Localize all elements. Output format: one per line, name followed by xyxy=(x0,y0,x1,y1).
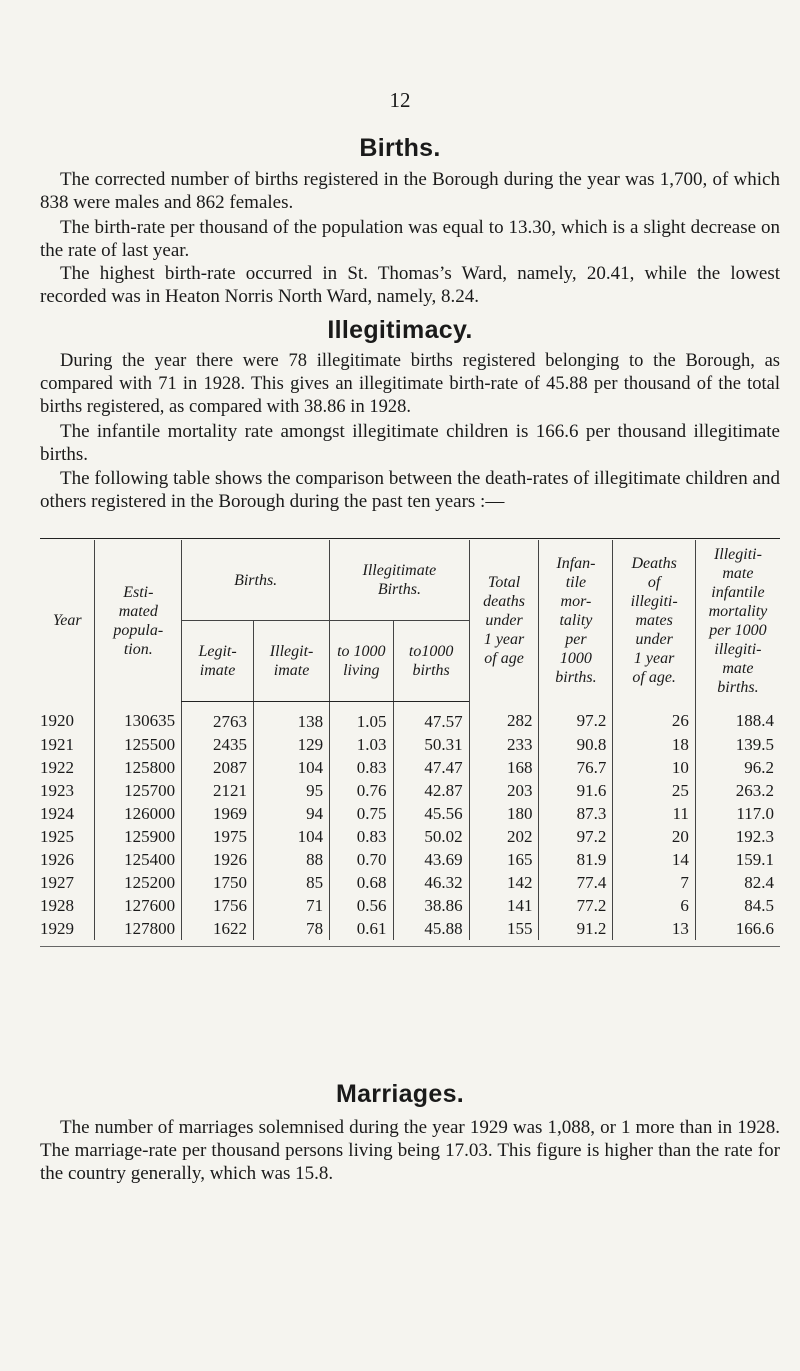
cell-year: 1927 xyxy=(40,872,74,892)
cell-total-deaths: 282 xyxy=(469,702,539,734)
cell-total-deaths: 203 xyxy=(469,779,539,802)
cell-illegitimate-infantile-mortality: 117.0 xyxy=(695,802,780,825)
cell-illegitimate: 71 xyxy=(254,894,330,917)
illegitimacy-paragraph: The following table shows the comparison between the death-rates of illegitimate children and others registered in the Borough during the past ten years :— xyxy=(40,468,780,512)
header-total-deaths: Total deaths under 1 year of age xyxy=(469,540,539,702)
header-illegitimate-deaths: Deaths of illegiti- mates under 1 year of age. xyxy=(613,540,695,702)
cell-rate-living: 0.76 xyxy=(330,779,393,802)
cell-population: 125500 xyxy=(95,733,182,756)
cell-population: 130635 xyxy=(95,702,182,734)
cell-legitimate: 2763 xyxy=(182,702,254,734)
cell-rate-living: 0.83 xyxy=(330,756,393,779)
cell-infantile-mortality: 97.2 xyxy=(539,702,613,734)
table-row xyxy=(40,756,780,779)
cell-illegitimate-infantile-mortality: 139.5 xyxy=(695,733,780,756)
table-row xyxy=(40,702,780,734)
cell-rate-births: 50.31 xyxy=(393,733,469,756)
cell-illegitimate: 104 xyxy=(254,756,330,779)
cell-legitimate: 2087 xyxy=(182,756,254,779)
header-illegitimate-births: Illegitimate Births. xyxy=(330,540,470,621)
table-row xyxy=(40,894,780,917)
cell-year: 1926 xyxy=(40,849,74,869)
cell-illegitimate-infantile-mortality: 96.2 xyxy=(695,756,780,779)
cell-rate-births: 43.69 xyxy=(393,848,469,871)
cell-year: 1920 xyxy=(40,711,74,731)
cell-illegitimate-infantile-mortality: 84.5 xyxy=(695,894,780,917)
cell-legitimate: 1969 xyxy=(182,802,254,825)
marriages-paragraph: The number of marriages solemnised during the year 1929 was 1,088, or 1 more than in 1928. The marriage-rate per thousand persons living being 17.03. This figure is higher than the rate for the country generally, which was 15.8. xyxy=(40,1117,780,1184)
cell-legitimate: 1926 xyxy=(182,848,254,871)
cell-year: 1923 xyxy=(40,780,74,800)
cell-population: 125700 xyxy=(95,779,182,802)
cell-illegitimate-deaths: 26 xyxy=(613,702,695,734)
illegitimacy-paragraph: The infantile mortality rate amongst illegitimate children is 166.6 per thousand illegitimate births. xyxy=(40,421,780,465)
cell-legitimate: 2121 xyxy=(182,779,254,802)
cell-rate-births: 45.88 xyxy=(393,917,469,940)
births-paragraph: The highest birth-rate occurred in St. Thomas’s Ward, namely, 20.41, while the lowest recorded was in Heaton Norris North Ward, namely, 8.24. xyxy=(40,263,780,307)
cell-illegitimate-deaths: 20 xyxy=(613,825,695,848)
cell-illegitimate: 138 xyxy=(254,702,330,734)
cell-rate-births: 42.87 xyxy=(393,779,469,802)
cell-legitimate: 1975 xyxy=(182,825,254,848)
cell-rate-living: 0.68 xyxy=(330,871,393,894)
cell-total-deaths: 155 xyxy=(469,917,539,940)
illegitimacy-paragraph: During the year there were 78 illegitimate births registered belonging to the Borough, as compared with 71 in 1928. This gives an illegitimate birth-rate of 45.88 per thousand of the total births registered, as compared with 38.86 in 1928. xyxy=(40,351,780,417)
cell-legitimate: 1756 xyxy=(182,894,254,917)
cell-infantile-mortality: 77.4 xyxy=(539,871,613,894)
cell-population: 125800 xyxy=(95,756,182,779)
cell-rate-births: 47.47 xyxy=(393,756,469,779)
cell-infantile-mortality: 90.8 xyxy=(539,733,613,756)
cell-legitimate: 2435 xyxy=(182,733,254,756)
table-row xyxy=(40,848,780,871)
table-row xyxy=(40,733,780,756)
cell-rate-births: 50.02 xyxy=(393,825,469,848)
cell-illegitimate: 88 xyxy=(254,848,330,871)
cell-illegitimate-deaths: 14 xyxy=(613,848,695,871)
cell-population: 127800 xyxy=(95,917,182,940)
cell-rate-living: 0.56 xyxy=(330,894,393,917)
cell-legitimate: 1750 xyxy=(182,871,254,894)
cell-infantile-mortality: 81.9 xyxy=(539,848,613,871)
cell-rate-births: 47.57 xyxy=(393,702,469,734)
header-rate-births: to1000 births xyxy=(393,621,469,702)
cell-illegitimate-deaths: 11 xyxy=(613,802,695,825)
marriages-heading: Marriages. xyxy=(335,1080,465,1108)
cell-year: 1924 xyxy=(40,803,74,823)
cell-rate-living: 0.83 xyxy=(330,825,393,848)
cell-rate-living: 0.61 xyxy=(330,917,393,940)
cell-total-deaths: 141 xyxy=(469,894,539,917)
cell-rate-births: 38.86 xyxy=(393,894,469,917)
cell-rate-living: 1.03 xyxy=(330,733,393,756)
cell-illegitimate-infantile-mortality: 82.4 xyxy=(695,871,780,894)
cell-illegitimate-infantile-mortality: 159.1 xyxy=(695,848,780,871)
header-year: Year xyxy=(52,612,82,630)
cell-year: 1929 xyxy=(40,918,74,938)
cell-illegitimate: 78 xyxy=(254,917,330,940)
cell-population: 127600 xyxy=(95,894,182,917)
cell-illegitimate-deaths: 13 xyxy=(613,917,695,940)
cell-illegitimate: 129 xyxy=(254,733,330,756)
births-paragraph: The birth-rate per thousand of the population was equal to 13.30, which is a slight decrease on the rate of last year. xyxy=(40,217,780,261)
table-row xyxy=(40,871,780,894)
cell-year: 1928 xyxy=(40,895,74,915)
cell-illegitimate-deaths: 6 xyxy=(613,894,695,917)
page-number: 12 xyxy=(389,88,411,112)
cell-legitimate: 1622 xyxy=(182,917,254,940)
table-row xyxy=(40,779,780,802)
header-population: Esti- mated popula- tion. xyxy=(95,540,182,702)
cell-population: 125400 xyxy=(95,848,182,871)
illegitimacy-heading: Illegitimacy. xyxy=(327,316,473,344)
header-births: Births. xyxy=(182,540,330,621)
cell-illegitimate: 94 xyxy=(254,802,330,825)
table-top-rule xyxy=(40,538,780,539)
cell-year: 1922 xyxy=(40,757,74,777)
cell-population: 126000 xyxy=(95,802,182,825)
cell-population: 125200 xyxy=(95,871,182,894)
cell-illegitimate-deaths: 7 xyxy=(613,871,695,894)
cell-illegitimate-deaths: 25 xyxy=(613,779,695,802)
cell-illegitimate-infantile-mortality: 263.2 xyxy=(695,779,780,802)
cell-total-deaths: 180 xyxy=(469,802,539,825)
cell-illegitimate-deaths: 18 xyxy=(613,733,695,756)
table-bottom-rule xyxy=(40,946,780,947)
cell-infantile-mortality: 76.7 xyxy=(539,756,613,779)
cell-rate-living: 0.70 xyxy=(330,848,393,871)
cell-total-deaths: 202 xyxy=(469,825,539,848)
cell-infantile-mortality: 87.3 xyxy=(539,802,613,825)
cell-rate-living: 1.05 xyxy=(330,702,393,734)
illegitimacy-comparison-table xyxy=(40,540,780,940)
cell-total-deaths: 233 xyxy=(469,733,539,756)
cell-rate-births: 45.56 xyxy=(393,802,469,825)
births-heading: Births. xyxy=(359,134,441,162)
table-row xyxy=(40,825,780,848)
cell-total-deaths: 168 xyxy=(469,756,539,779)
cell-infantile-mortality: 97.2 xyxy=(539,825,613,848)
cell-year: 1925 xyxy=(40,826,74,846)
cell-infantile-mortality: 77.2 xyxy=(539,894,613,917)
cell-illegitimate: 85 xyxy=(254,871,330,894)
header-illegitimate-infantile-mortality: Illegiti- mate infantile mortality per 1000 illegiti- mate births. xyxy=(695,540,780,702)
births-paragraph: The corrected number of births registered in the Borough during the year was 1,700, of which 838 were males and 862 females. xyxy=(40,169,780,213)
cell-total-deaths: 142 xyxy=(469,871,539,894)
table-row xyxy=(40,802,780,825)
cell-illegitimate: 104 xyxy=(254,825,330,848)
header-rate-living: to 1000 living xyxy=(330,621,393,702)
cell-rate-births: 46.32 xyxy=(393,871,469,894)
header-infantile-mortality: Infan- tile mor- tality per 1000 births. xyxy=(539,540,613,702)
cell-illegitimate: 95 xyxy=(254,779,330,802)
cell-infantile-mortality: 91.6 xyxy=(539,779,613,802)
cell-illegitimate-infantile-mortality: 166.6 xyxy=(695,917,780,940)
header-illegitimate: Illegit- imate xyxy=(254,621,330,702)
cell-year: 1921 xyxy=(40,734,74,754)
cell-illegitimate-deaths: 10 xyxy=(613,756,695,779)
table-row xyxy=(40,917,780,940)
cell-population: 125900 xyxy=(95,825,182,848)
cell-illegitimate-infantile-mortality: 192.3 xyxy=(695,825,780,848)
cell-illegitimate-infantile-mortality: 188.4 xyxy=(695,702,780,734)
cell-rate-living: 0.75 xyxy=(330,802,393,825)
cell-infantile-mortality: 91.2 xyxy=(539,917,613,940)
header-legitimate: Legit- imate xyxy=(182,621,254,702)
cell-total-deaths: 165 xyxy=(469,848,539,871)
